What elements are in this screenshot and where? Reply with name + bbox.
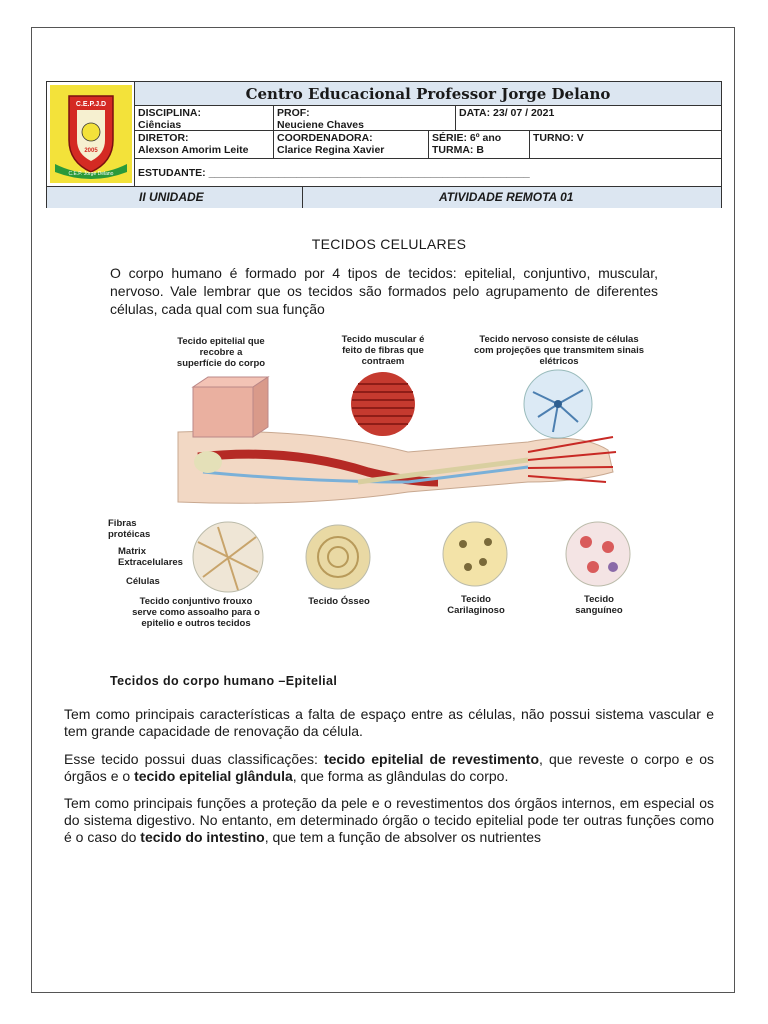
turma-label: TURMA: B: [432, 144, 484, 156]
tissues-figure: [108, 332, 658, 642]
diretor-label: DIRETOR:: [138, 132, 189, 144]
atividade-label: ATIVIDADE REMOTA 01: [439, 190, 574, 204]
label-sanguineo: Tecido sanguíneo: [575, 594, 623, 616]
estudante-label: ESTUDANTE: _______________________________________________________: [138, 167, 530, 179]
section-heading: Tecidos do corpo humano –Epitelial: [110, 674, 338, 688]
prof-value: Neuciene Chaves: [277, 119, 364, 131]
p2-text-c: , que reveste o corpo e os órgãos e o: [64, 751, 715, 784]
svg-text:C.E.P.J.D: C.E.P.J.D: [75, 101, 107, 108]
p2-bold-revestimento: tecido epitelial de revestimento: [323, 751, 540, 767]
intro-paragraph: O corpo humano é formado por 4 tipos de tecidos: epitelial, conjuntivo, muscular, nervoso. Vale lembrar que os tecidos são formados pelo agrupamento de diferentes células, cada qual com sua função: [110, 265, 658, 317]
estudante-field[interactable]: [135, 166, 721, 186]
p2-bold-glandula: tecido epitelial glândula: [134, 768, 293, 784]
label-conjuntivo: Tecido conjuntivo frouxo serve como assoalho para o epitelio e outros tecidos: [132, 596, 260, 629]
header-table: [46, 81, 722, 208]
label-matrix: Matrix Extracelulares: [118, 546, 183, 568]
label-nervoso: Tecido nervoso consiste de células com projeções que transmitem sinais elétricos: [473, 334, 644, 367]
disciplina-cell: [135, 106, 273, 131]
label-cartilaginoso: Tecido Carilaginoso: [447, 594, 505, 616]
label-muscular: Tecido muscular é feito de fibras que contraem: [341, 334, 425, 367]
serie-label: SÉRIE: 6º ano: [432, 132, 502, 144]
paragraph-1: Tem como principais características a falta de espaço entre as células, não possui sistema vascular e tem grande capacidade de renovação da célula.: [64, 706, 714, 739]
p3-text-c: , que tem a função de absolver os nutrientes: [264, 829, 542, 845]
p2-text-e: , que forma as glândulas do corpo.: [292, 768, 509, 784]
bone-sample: [306, 525, 370, 589]
paragraph-2: [64, 751, 714, 785]
svg-text:2005: 2005: [84, 148, 98, 154]
unidade-label: II UNIDADE: [139, 190, 204, 204]
label-celulas: Células: [126, 576, 160, 587]
prof-cell: [273, 106, 455, 131]
disciplina-value: Ciências: [138, 119, 182, 131]
page-title: TECIDOS CELULARES: [311, 236, 467, 252]
p2-text-a: Esse tecido possui duas classificações:: [64, 751, 324, 767]
data-cell: [455, 106, 721, 131]
coord-cell: [273, 131, 428, 159]
blood-sample: [566, 522, 630, 586]
muscle-sample: [351, 372, 415, 436]
disciplina-label: DISCIPLINA:: [138, 107, 201, 119]
coord-value: Clarice Regina Xavier: [277, 144, 385, 156]
diretor-value: Alexson Amorim Leite: [138, 144, 249, 156]
turno-label: TURNO: V: [533, 132, 584, 144]
p3-bold-intestino: tecido do intestino: [140, 829, 265, 845]
coord-label: COORDENADORA:: [277, 132, 373, 144]
shield-logo-icon: [47, 82, 135, 186]
epithelial-sample: [193, 377, 268, 437]
turno-cell: [529, 131, 721, 159]
label-fibras: Fibras protéicas: [108, 518, 151, 540]
label-epitelial: Tecido epitelial que recobre a superfície do corpo: [176, 336, 266, 369]
p3-text-a: Tem como principais funções a proteção da pele e o revestimentos dos órgãos internos, em especial os do sistema digestivo. No entanto, em determinado órgão o tecido epitelial pode ter outras funções como é o caso do: [64, 795, 714, 845]
cartilage-sample: [443, 522, 507, 586]
diretor-cell: [135, 131, 273, 159]
svg-text:C.E.P. Jorge Delano: C.E.P. Jorge Delano: [68, 171, 114, 177]
school-name: Centro Educacional Professor Jorge Delano: [135, 82, 721, 106]
school-logo: [47, 82, 135, 186]
label-osseo: Tecido Ósseo: [308, 596, 370, 607]
unit-divider: [302, 187, 303, 208]
paragraph-3: [64, 795, 714, 846]
data-label: DATA: 23/ 07 / 2021: [459, 107, 555, 119]
serie-cell: [428, 131, 529, 159]
unit-row: [47, 186, 721, 208]
prof-label: PROF:: [277, 107, 310, 119]
